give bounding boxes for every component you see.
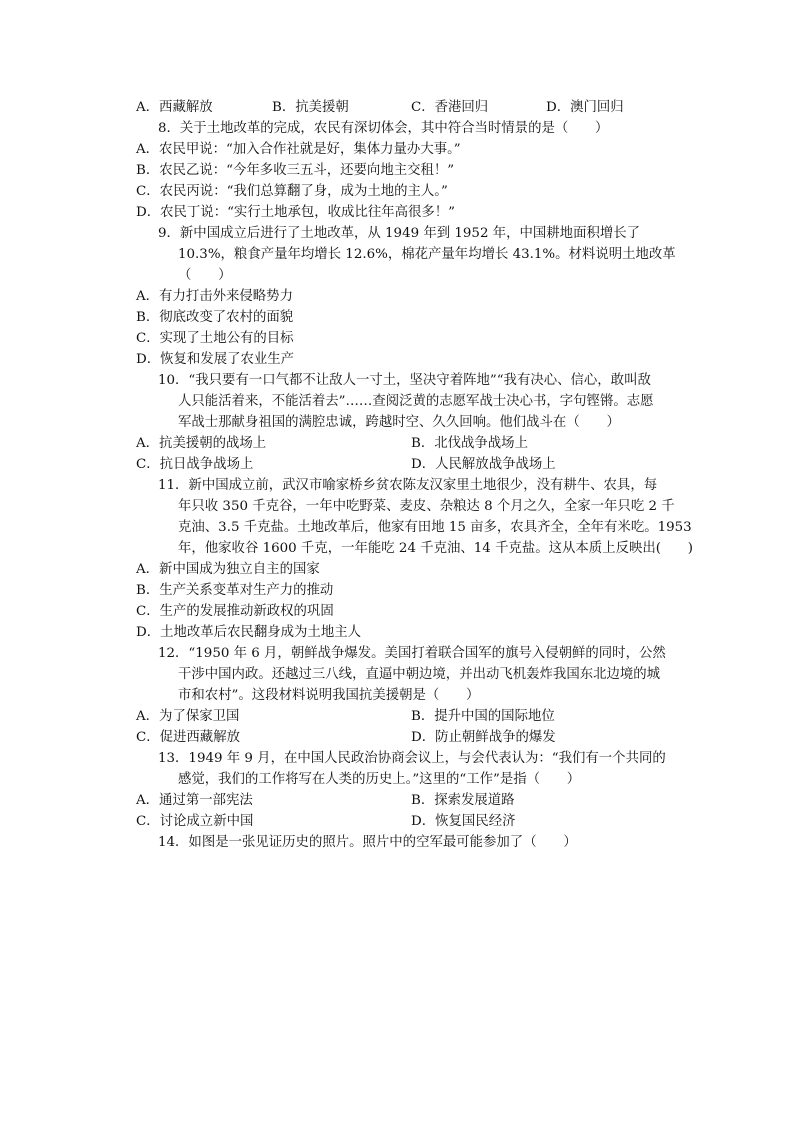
q13-stem-line-2: 感觉，我们的工作将写在人类的历史上。”这里的“工作”是指（ ） <box>178 772 581 787</box>
q9-option-c: C．实现了土地公有的目标 <box>136 331 294 346</box>
q13-stem-line-1: 13．1949 年 9 月，在中国人民政治协商会议上，与会代表认为：“我们有一个共同的 <box>158 751 666 766</box>
q7-option-a: A．西藏解放 <box>136 100 213 115</box>
q10-option-d: D．人民解放战争战场上 <box>411 457 556 472</box>
q12-option-a: A．为了保家卫国 <box>136 709 240 724</box>
q13-option-a: A．通过第一部宪法 <box>136 793 253 808</box>
q13-option-b: B．探索发展道路 <box>411 793 515 808</box>
q9-option-a: A．有力打击外来侵略势力 <box>136 289 293 304</box>
q13-option-d: D．恢复国民经济 <box>411 814 516 829</box>
q11-stem-line-4: 年，他家收谷 1600 千克，一年能吃 24 千克油、14 千克盐。这从本质上反映出( ) <box>178 541 693 556</box>
q13-option-c: C．讨论成立新中国 <box>136 814 254 829</box>
q9-option-d: D．恢复和发展了农业生产 <box>136 352 295 367</box>
q12-option-d: D．防止朝鲜战争的爆发 <box>411 730 556 745</box>
q12-stem-line-3: 市和农村”。这段材料说明我国抗美援朝是（ ） <box>178 688 480 703</box>
q10-option-b: B．北伐战争战场上 <box>411 436 528 451</box>
q11-option-d: D．土地改革后农民翻身成为土地主人 <box>136 625 361 640</box>
q10-stem-line-3: 军战士那献身祖国的满腔忠诚，跨越时空、久久回响。他们战斗在（ ） <box>178 415 620 430</box>
q12-option-c: C．促进西藏解放 <box>136 730 240 745</box>
q11-option-c: C．生产的发展推动新政权的巩固 <box>136 604 334 619</box>
q10-stem-line-1: 10．“我只要有一口气都不让敌人一寸土，坚决守着阵地”“我有决心、信心，敢叫敌 <box>158 373 651 388</box>
q8-option-b: B．农民乙说：“今年多收三五斗，还要向地主交租！” <box>136 163 455 178</box>
q7-option-c: C．香港回归 <box>411 100 489 115</box>
q11-stem-line-1: 11．新中国成立前，武汉市喻家桥乡贫农陈友汉家里土地很少，没有耕牛、农具，每 <box>158 478 658 493</box>
q8-stem: 8．关于土地改革的完成，农民有深切体会，其中符合当时情景的是（ ） <box>158 121 609 136</box>
q11-stem-line-3: 克油、3.5 千克盐。土地改革后，他家有田地 15 亩多，农具齐全，全年有米吃。1953 <box>178 520 692 535</box>
q9-stem-line-3: （ ） <box>178 268 232 283</box>
q11-option-a: A．新中国成为独立自主的国家 <box>136 562 320 577</box>
q8-option-c: C．农民丙说：“我们总算翻了身，成为土地的主人。” <box>136 184 448 199</box>
q9-stem-line-1: 9．新中国成立后进行了土地改革，从 1949 年到 1952 年，中国耕地面积增长了 <box>158 226 641 241</box>
q9-stem-line-2: 10.3%，粮食产量年均增长 12.6%，棉花产量年均增长 43.1%。材料说明土地改革 <box>178 247 676 262</box>
q8-option-d: D．农民丁说：“实行土地承包，收成比往年高很多！” <box>136 205 456 220</box>
q11-stem-line-2: 年只收 350 千克谷，一年中吃野菜、麦皮、杂粮达 8 个月之久，全家一年只吃 2 千 <box>178 499 675 514</box>
q10-stem-line-2: 人只能活着来，不能活着去”……查阅泛黄的志愿军战士决心书，字句铿锵。志愿 <box>178 394 654 409</box>
q14-stem: 14．如图是一张见证历史的照片。照片中的空军最可能参加了（ ） <box>158 835 577 850</box>
q12-stem-line-2: 干涉中国内政。还越过三八线，直逼中朝边境，并出动飞机轰炸我国东北边境的城 <box>178 667 661 682</box>
q8-option-a: A．农民甲说：“加入合作社就是好，集体力量办大事。” <box>136 142 461 157</box>
q7-option-b: B．抗美援朝 <box>272 100 349 115</box>
q12-stem-line-1: 12．“1950 年 6 月，朝鲜战争爆发。美国打着联合国军的旗号入侵朝鲜的同时，公然 <box>158 646 666 661</box>
q10-option-c: C．抗日战争战场上 <box>136 457 254 472</box>
q9-option-b: B．彻底改变了农村的面貌 <box>136 310 294 325</box>
q10-option-a: A．抗美援朝的战场上 <box>136 436 267 451</box>
q12-option-b: B．提升中国的国际地位 <box>411 709 555 724</box>
q7-option-d: D．澳门回归 <box>546 100 624 115</box>
q11-option-b: B．生产关系变革对生产力的推动 <box>136 583 334 598</box>
